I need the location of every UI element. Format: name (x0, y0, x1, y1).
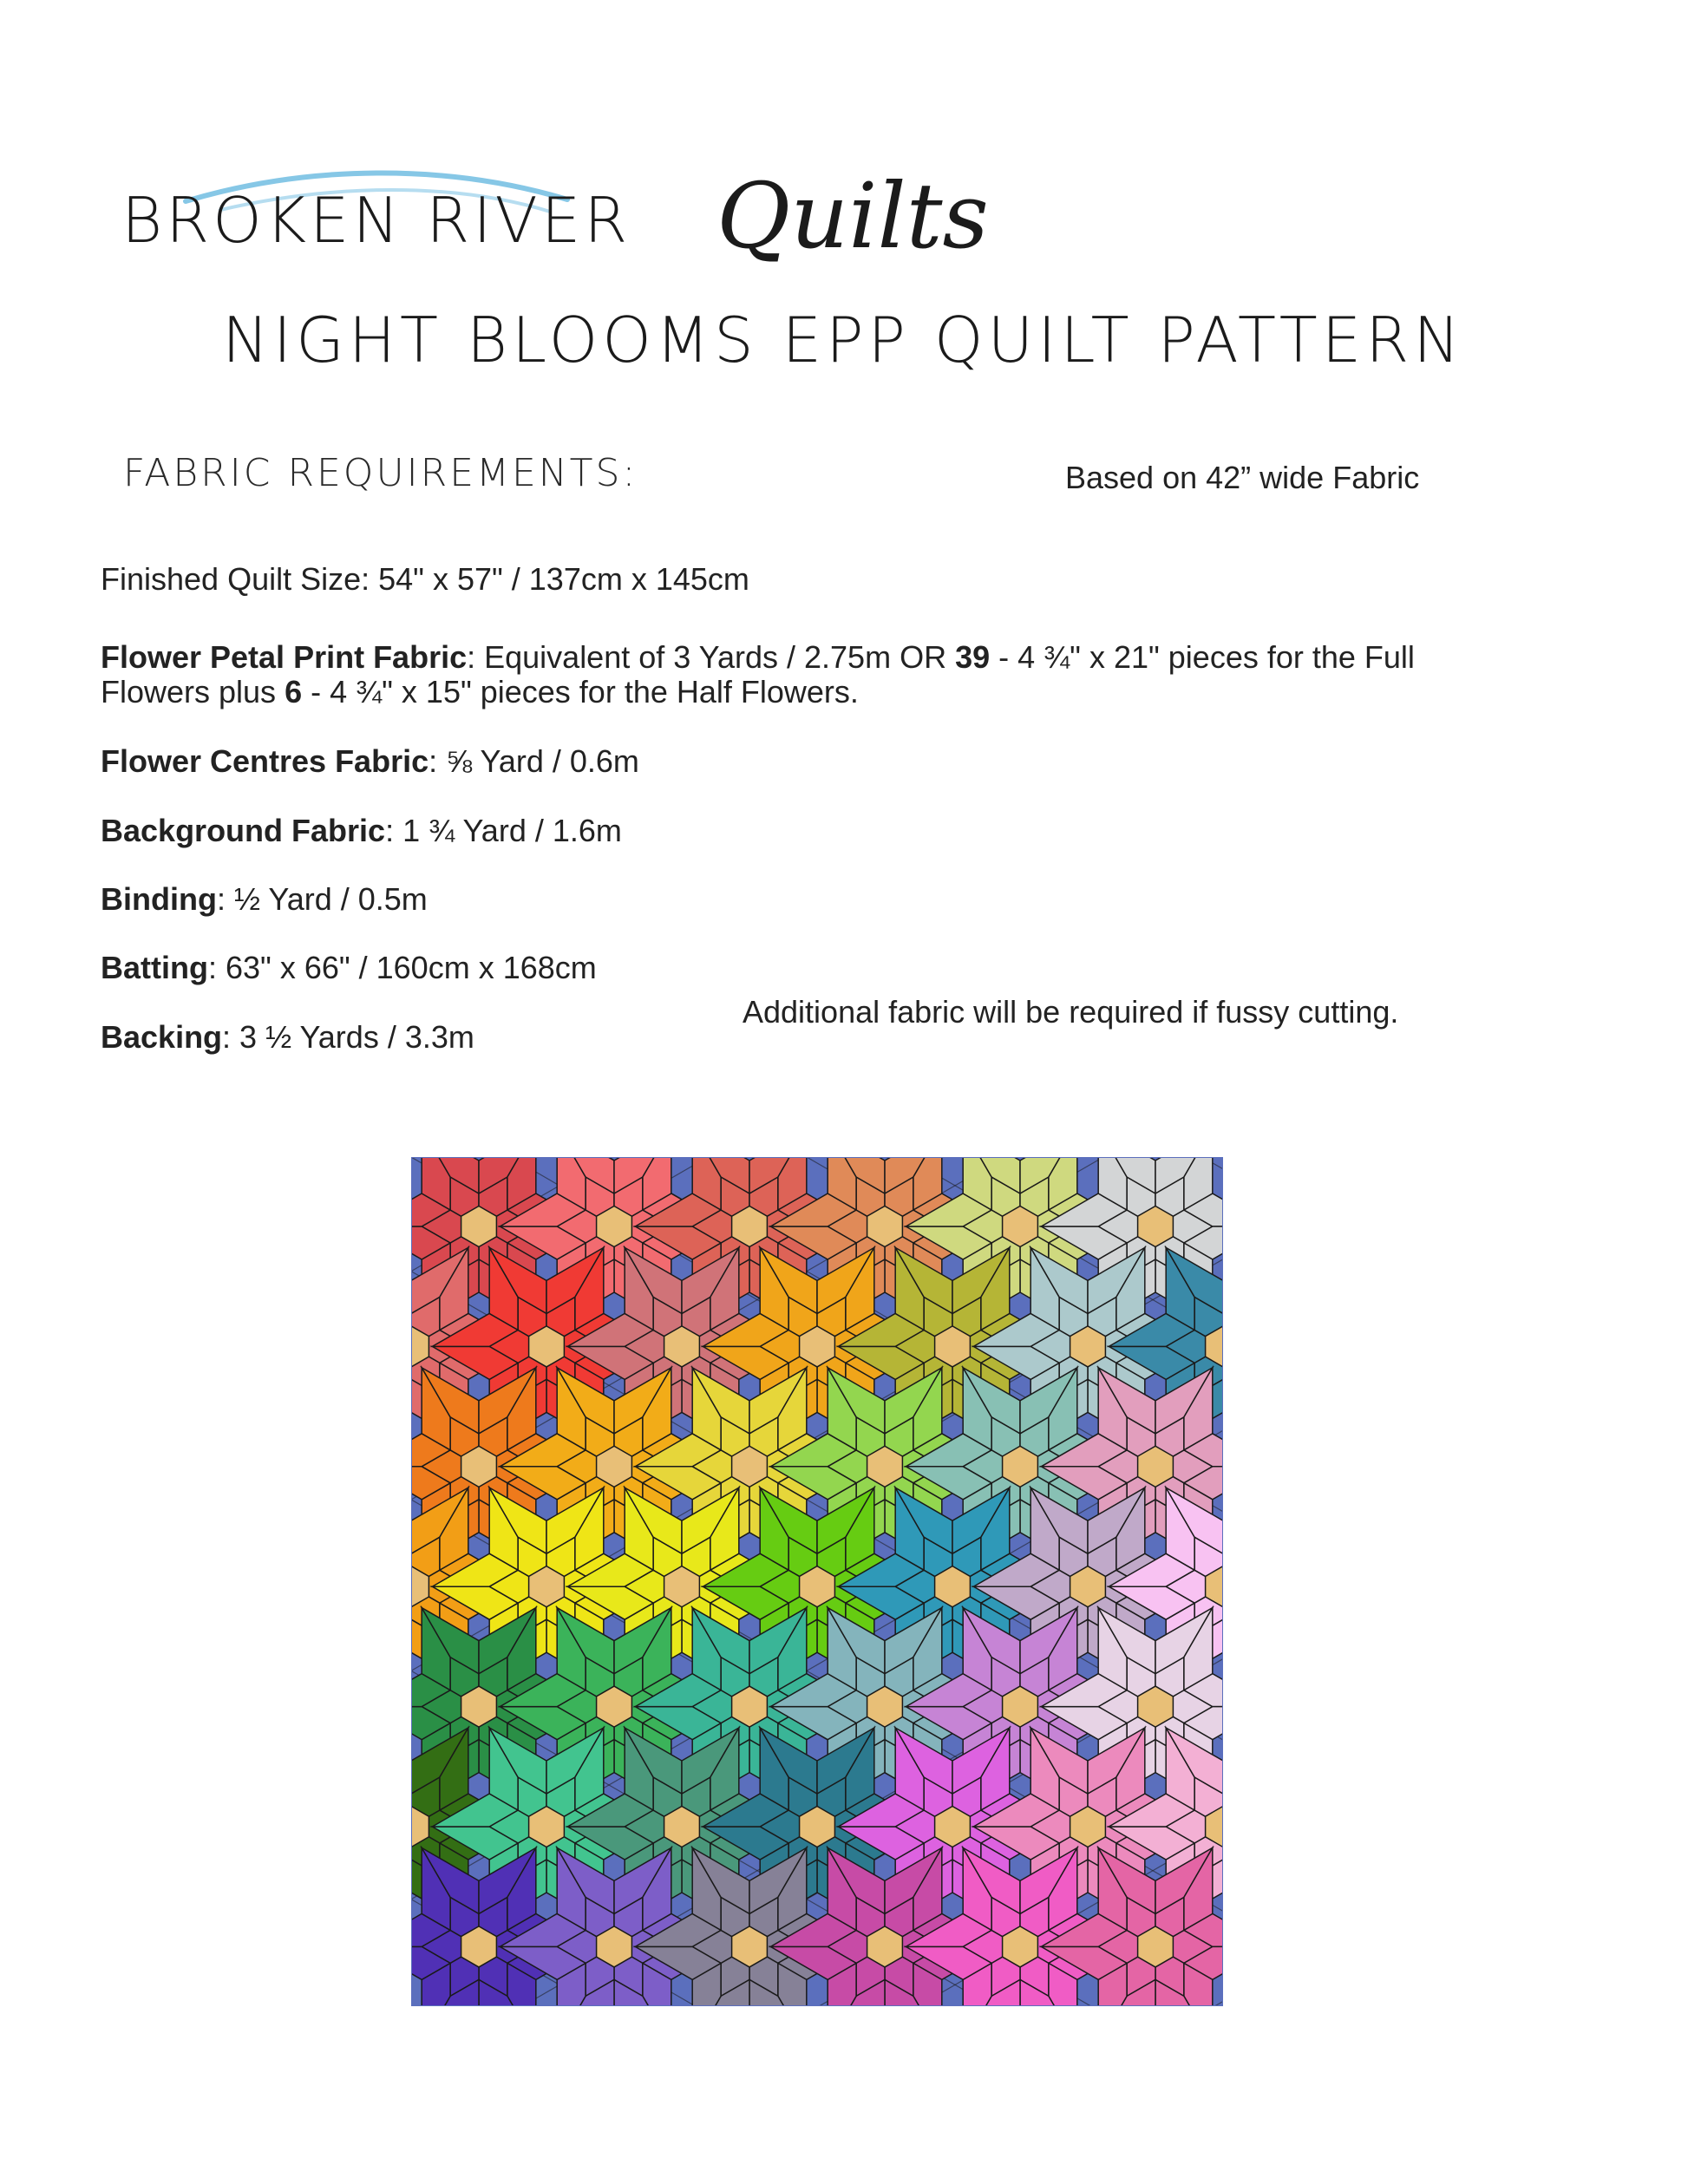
finished-size: Finished Quilt Size: 54" x 57" / 137cm x 145cm (101, 561, 749, 597)
batting-label: Batting (101, 950, 208, 985)
petal-fabric-text-a: : Equivalent of 3 Yards / 2.75m OR (467, 639, 956, 675)
binding-label: Binding (101, 881, 217, 917)
backing-label: Backing (101, 1019, 223, 1055)
background-fabric (101, 814, 622, 848)
fussy-cutting-note: Additional fabric will be required if fussy cutting. (743, 994, 1399, 1030)
logo-script-text: Quilts (716, 163, 989, 269)
logo-brand-text: BROKEN RIVER (121, 184, 631, 257)
petal-fabric-line-1 (101, 640, 1415, 675)
background-fabric-value: : 1 ¾ Yard / 1.6m (385, 813, 622, 848)
petal-fabric-text-b: - 4 ¾" x 21" pieces for the Full (990, 639, 1415, 675)
binding (101, 882, 428, 917)
batting-value: : 63" x 66" / 160cm x 168cm (207, 950, 597, 985)
batting (101, 951, 597, 985)
petal-fabric-label: Flower Petal Print Fabric (101, 639, 468, 675)
page-title: NIGHT BLOOMS EPP QUILT PATTERN (222, 304, 1465, 376)
section-heading: FABRIC REQUIREMENTS: (123, 451, 638, 495)
petal-fabric-text-c: Flowers plus (101, 674, 285, 709)
centres-fabric-value: : ⅝ Yard / 0.6m (429, 743, 639, 779)
centres-fabric (101, 744, 639, 779)
binding-value: : ½ Yard / 0.5m (216, 881, 428, 917)
quilt-svg (411, 1157, 1223, 2006)
petal-full-count: 39 (955, 639, 991, 675)
fabric-width-note: Based on 42” wide Fabric (1065, 460, 1420, 495)
backing-value: : 3 ½ Yards / 3.3m (222, 1019, 474, 1055)
petal-fabric-text-d: - 4 ¾" x 15" pieces for the Half Flowers. (302, 674, 859, 709)
backing (101, 1020, 474, 1055)
brand-logo (116, 163, 989, 286)
quilt-illustration (411, 1157, 1223, 2006)
background-fabric-label: Background Fabric (101, 813, 386, 848)
centres-fabric-label: Flower Centres Fabric (101, 743, 429, 779)
petal-half-count: 6 (285, 674, 303, 709)
petal-fabric-line-2 (101, 675, 859, 709)
